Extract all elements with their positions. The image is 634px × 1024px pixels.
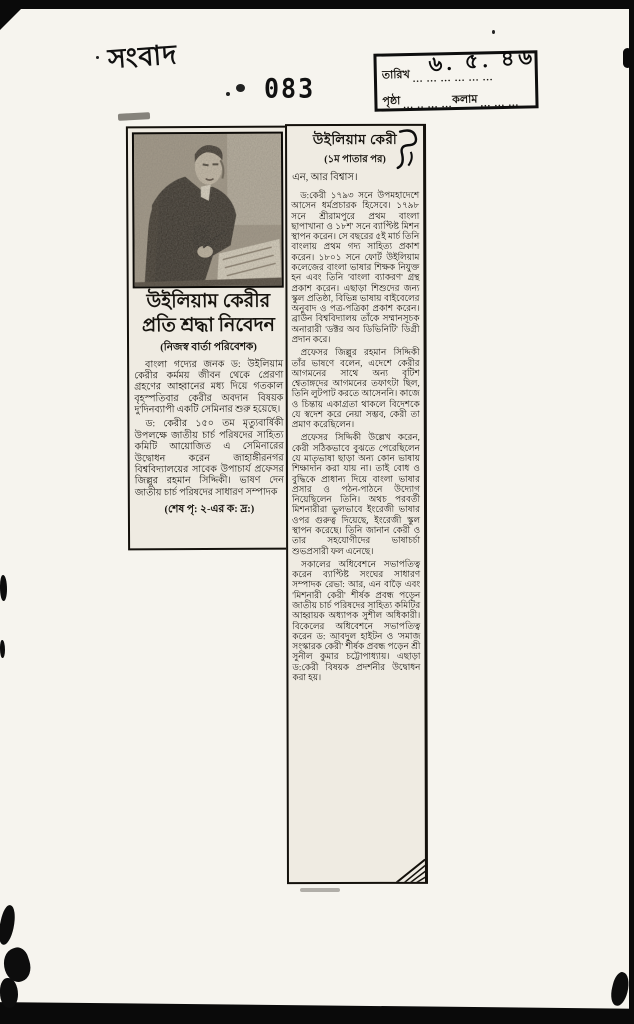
scan-edge-corner bbox=[0, 0, 30, 30]
column-label: কলাম bbox=[452, 93, 478, 107]
continuation-note: (শেষ পৃ: ২-এর ক: দ্র:) bbox=[164, 503, 255, 516]
pencil-smudge bbox=[118, 112, 150, 121]
right-paragraph: প্রফেসর সিদ্দিকী উল্লেখ করেন, কেরী সঠিকভাবে বুঝতে পেরেছিলেন যে মাতৃভাষা ছাড়া অন্য কোন ভাষায় শিক্ষাদান করা যায় না। তাই বোধ ও বুদ্ধিকে প্রাধান্য দিয়ে বাংলা ভাষার প্রসার ও পঠন-পাঠনে উদ্যোগ নিয়েছিলেন তিনি। অথচ পরবর্তী মিশনারীরা ভুলভাবে ইংরেজী ভাষার ওপর গুরুত্ব দিয়েছে, ইংরেজী স্কুল স্থাপন করেছে। তিনি জানান কেরী ও তার সহযোগীদের ভাষাচর্চা শুভপ্রসারী ফল এনেছে। bbox=[291, 432, 421, 556]
column-header: উইলিয়াম কেরী bbox=[312, 131, 398, 148]
right-paragraph: প্রফেসর জিল্লুর রহমান সিদ্দিকী তাঁর ভাষণে বলেন, এদেশে কেরীর আগমনের সাথে অন্য বৃটিশ শ্বেতাঙ্গদের আগমনের তফাৎটা ছিল, তিনি লুটপাট করতে আসেননি। কাজে ও চিন্তায় একাগ্রতা থাকলে বিদেশকে যে স্বদেশ করে নেয়া সম্ভব, কেরী তা প্রমাণ করেছিলেন। bbox=[291, 347, 420, 430]
scan-edge-right bbox=[629, 0, 634, 1024]
headline-line1: উইলিয়াম কেরীর bbox=[146, 290, 271, 313]
scan-edge-top bbox=[0, 0, 634, 9]
page-column-row bbox=[382, 82, 531, 111]
portrait-photo bbox=[132, 132, 284, 289]
clipping-right-column bbox=[285, 124, 428, 884]
continued-from-note: (১ম পাতার পর) bbox=[324, 153, 386, 166]
date-dotted-line: ... ... ... ... ... ... bbox=[412, 72, 494, 85]
portrait-photo-art bbox=[134, 134, 282, 287]
clipping-left-column bbox=[126, 126, 290, 551]
page-label: পৃষ্ঠা bbox=[382, 95, 401, 108]
handwritten-newspaper-name: সংবাদ bbox=[106, 39, 179, 75]
left-paragraph: বাংলা গদ্যের জনক ড: উইলিয়াম কেরীর কর্মময় জীবন থেকে প্রেরণা গ্রহণের আহ্বানের মধ্য দিয়ে গতকাল বৃহস্পতিবার কেরীর অবদান বিষয়ক দু'দিনব্যাপী একটি সেমিনার শুরু হয়েছে। bbox=[134, 359, 284, 416]
scan-blob bbox=[0, 904, 18, 946]
ink-speck bbox=[492, 30, 495, 34]
handwritten-date: ৬. ৫. ৪৬ bbox=[427, 44, 537, 77]
ink-speck bbox=[226, 92, 230, 96]
scan-blob bbox=[0, 978, 18, 1008]
byline: (নিজস্ব বার্তা পরিবেশক) bbox=[160, 341, 257, 353]
right-paragraph: সকালের অধিবেশনে সভাপতিত্ব করেন ব্যাপ্টিষ্ট সংঘের সাধারণ সম্পাদক রেভা: আর, এন বাড়ৈ এবং 'মিশনারী কেরী' শীর্ষক প্রবন্ধ পড়েন জাতীয় চার্চ পরিষদের সাহিত্য কমিটির আহ্বায়ক অধ্যাপক সুশীল অধিকারী। বিকেলের অধিবেশনে সভাপতিত্ব করেন ড: আবদুল হাইটন ও 'সমাজ সংস্কারক কেরী' শীর্ষক প্রবন্ধ পড়েন শ্রী সুনীল কুমার চট্টোপাধ্যায়। এছাড়া ড:কেরী বিষয়ক প্রদর্শনীর উদ্বোধন করা হয়। bbox=[292, 558, 421, 683]
ink-speck bbox=[236, 84, 245, 92]
archive-number-stamp: 083 bbox=[264, 72, 316, 105]
headline-line2: প্রতি শ্রদ্ধা নিবেদন bbox=[141, 314, 275, 337]
column-dotted-line: ... ... ... bbox=[480, 97, 520, 110]
archive-index-box bbox=[373, 44, 538, 112]
page-dotted-line: ... .. ... ... bbox=[403, 99, 453, 112]
right-paragraph: ড:কেরী ১৭৯৩ সনে উপমহাদেশে আসেন ধর্মপ্রচারক হিসেবে। ১৭৯৮ সনে শ্রীরামপুরে প্রথম বাংলা ছাপাখানা ও ১৮শ' সনে ব্যাপ্টিষ্ট মিশন স্থাপন করেন। সে বছরের ৫ই মার্চ তিনি বাংলায় প্রথম গদ্য সাহিত্য প্রকাশ করেন। ১৮০১ সনে ফোর্ট উইলিয়াম কলেজের বাংলা ভাষার শিক্ষক নিযুক্ত হন এবং তিনি 'বাংলা ব্যাকরণ' গ্রন্থ প্রকাশ করেন। এছাড়া শিশুদের জন্য স্কুল প্রতিষ্ঠা, বিভিন্ন ভাষায় বাইবেলের অনুবাদ ও পত্র-পত্রিকা প্রকাশ করেন। ব্রাউন বিশ্ববিদ্যালয় তাঁকে সম্মানসূচক অনারারী 'ডক্টর অব ডিভিনিটি' ডিগ্রী প্রদান করে। bbox=[291, 189, 420, 345]
ink-speck bbox=[96, 56, 99, 59]
scan-blob bbox=[0, 575, 7, 601]
scan-edge-bottom bbox=[0, 1002, 634, 1024]
hatched-corner-mark bbox=[396, 859, 426, 883]
author-name: এন, আর বিশ্বাস। bbox=[292, 171, 358, 184]
left-paragraph: ড: কেরীর ১৫০ তম মৃত্যুবার্ষিকী উপলক্ষে জাতীয় চার্চ পরিষদের সাহিত্য কমিটি আয়োজিত এ সেমিনারের উদ্বোধন করেন জাহাঙ্গীরনগর বিশ্ববিদ্যালয়ের সাবেক উপাচার্য প্রফেসর জিল্লুর রহমান সিদ্দিকী। ভাষণ দেন জাতীয় চার্চ পরিষদের সাধারণ সম্পাদক bbox=[134, 419, 284, 499]
pencil-smudge bbox=[300, 888, 340, 892]
scan-blob bbox=[0, 640, 5, 658]
scan-edge-artifact bbox=[623, 48, 632, 68]
date-label: তারিখ bbox=[381, 68, 410, 82]
